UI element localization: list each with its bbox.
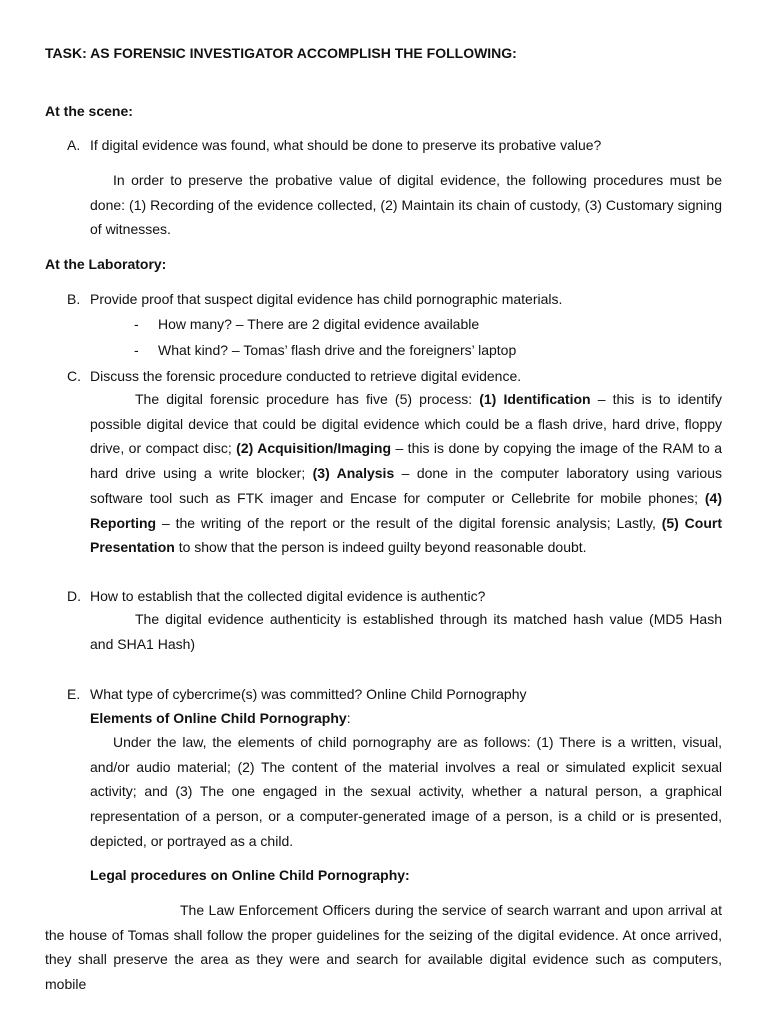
- step-identification-text: – this is to identify possible digital device that could be digital evidence which could be a flash drive, hard drive, floppy drive, or compact disc;: [90, 391, 722, 457]
- step-court-presentation-text: to show that the person is indeed guilty beyond reasonable doubt.: [174, 539, 587, 556]
- legal-procedures-heading: Legal procedures on Online Child Pornography:: [90, 867, 410, 883]
- item-b-bullet-what-kind: What kind? – Tomas’ flash drive and the foreigners’ laptop: [158, 342, 517, 358]
- step-acquisition-text: – this is done by copying the image of the RAM to a hard drive using a write blocker;: [90, 440, 722, 482]
- item-c-intro: The digital forensic procedure has five (5) process:: [135, 391, 480, 407]
- elements-heading: [90, 710, 351, 726]
- item-b-bullet-dash: -: [134, 342, 139, 358]
- step-analysis-label: (3) Analysis: [312, 465, 395, 482]
- item-b-question: Provide proof that suspect digital evidence has child pornographic materials.: [90, 291, 563, 307]
- step-identification-label: (1) Identification: [479, 391, 591, 407]
- item-a-letter: A.: [67, 137, 81, 153]
- item-d-answer: The digital evidence authenticity is established through its matched hash value (MD5 Hash and SHA1 Hash): [90, 611, 722, 652]
- item-a-question: If digital evidence was found, what should be done to preserve its probative value?: [90, 137, 602, 153]
- item-d-question: How to establish that the collected digital evidence is authentic?: [90, 588, 486, 604]
- item-e-letter: E.: [67, 686, 81, 702]
- step-reporting-text: – the writing of the report or the result of the digital forensic analysis; Lastly,: [156, 514, 662, 531]
- item-b-bullet-dash: -: [134, 316, 139, 332]
- item-e-question: What type of cybercrime(s) was committed? Online Child Pornography: [90, 686, 527, 702]
- item-c-letter: C.: [67, 368, 81, 384]
- document-title: TASK: AS FORENSIC INVESTIGATOR ACCOMPLISH THE FOLLOWING:: [45, 45, 517, 61]
- lab-heading: At the Laboratory:: [45, 256, 167, 272]
- legal-procedures-text: The Law Enforcement Officers during the service of search warrant and upon arrival at the house of Tomas shall follow the proper guidelines for the seizing of the digital evidence. At once arrived, they shall preserve the area as they were and search for available digital evidence such as computers, mobile: [45, 902, 722, 993]
- item-c-question: Discuss the forensic procedure conducted to retrieve digital evidence.: [90, 368, 522, 384]
- elements-heading-colon: :: [346, 710, 351, 726]
- elements-heading-text: Elements of Online Child Pornography: [90, 710, 347, 726]
- step-court-presentation-label: (5) Court Presentation: [90, 514, 723, 556]
- scene-heading: At the scene:: [45, 103, 133, 119]
- item-b-bullet-how-many: How many? – There are 2 digital evidence available: [158, 316, 480, 332]
- item-d-letter: D.: [67, 588, 81, 604]
- item-a-answer: In order to preserve the probative value of digital evidence, the following procedures must be done: (1) Recording of the evidence collected, (2) Maintain its chain of custody, (3) Customary signing of witnesses.: [90, 172, 722, 238]
- item-c-answer: [90, 387, 722, 560]
- step-analysis-text: – done in the computer laboratory using various software tool such as FTK imager and Encase for computer or Cellebrite for mobile phones;: [90, 465, 722, 506]
- item-b-letter: B.: [67, 291, 81, 307]
- elements-text: Under the law, the elements of child pornography are as follows: (1) There is a written, visual, and/or audio material; (2) The content of the material involves a real or simulated explicit sexual activity; and (3) The one engaged in the sexual activity, whether a natural person, a graphical representation of a person, or a computer-generated image of a person, is a child or is presented, depicted, or portrayed as a child.: [90, 734, 722, 849]
- step-reporting-label: (4) Reporting: [90, 489, 722, 531]
- step-acquisition-label: (2) Acquisition/Imaging: [236, 440, 391, 457]
